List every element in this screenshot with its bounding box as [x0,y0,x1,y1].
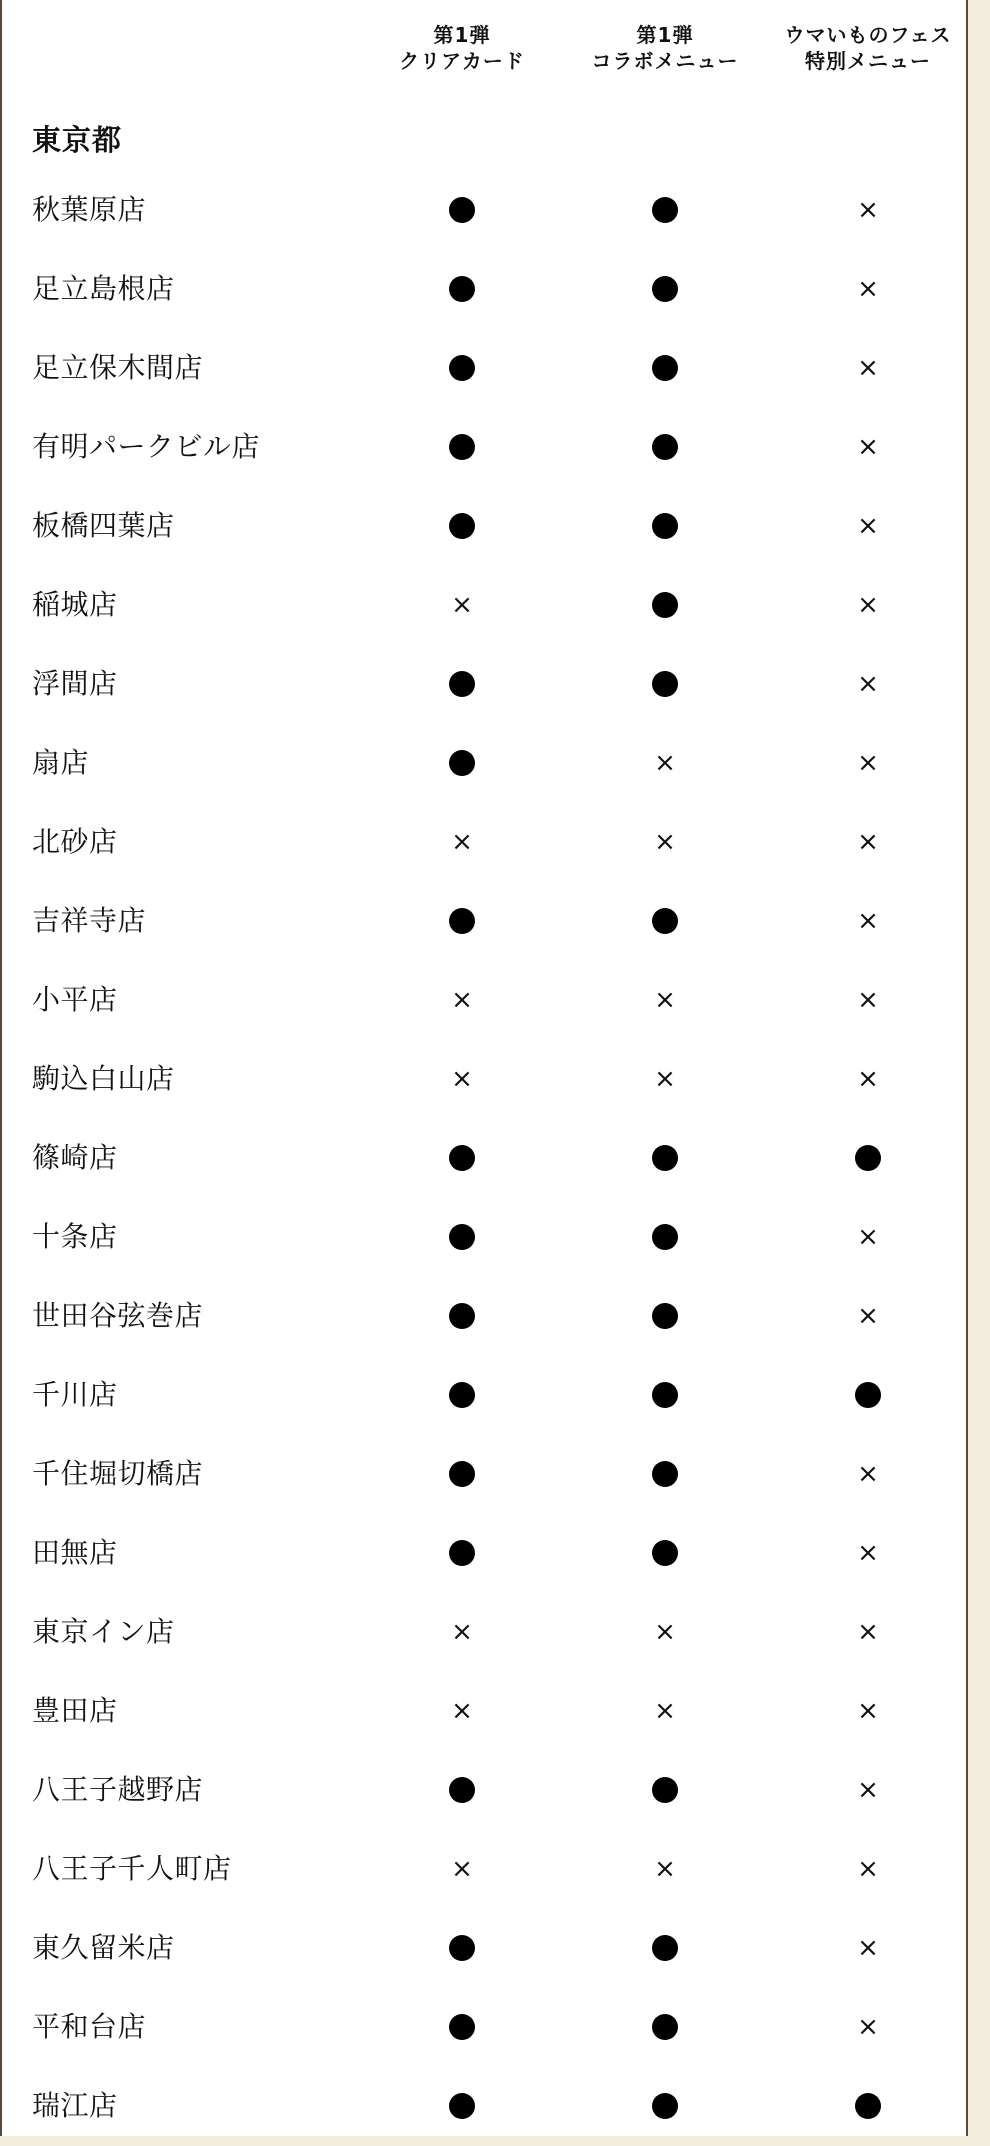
available-dot-icon [432,748,492,778]
unavailable-cross-icon [838,1696,898,1726]
cross-mark-icon: × [451,985,473,1015]
unavailable-cross-icon [838,195,898,225]
column-header-line1: 第1弾 [636,23,694,47]
unavailable-cross-icon [838,1222,898,1252]
filled-circle-icon [652,2093,678,2119]
cross-mark-icon: × [451,590,473,620]
column-header-line2: クリアカード [399,49,525,73]
column-header-clear-card [362,22,562,74]
store-table-body [2,171,966,2146]
table-row [2,1672,966,1751]
available-dot-icon [838,1143,898,1173]
available-dot-icon [635,432,695,462]
cross-mark-icon: × [857,827,879,857]
cross-mark-icon: × [857,1301,879,1331]
available-dot-icon [432,1459,492,1489]
cross-mark-icon: × [857,748,879,778]
table-row [2,803,966,882]
table-row [2,645,966,724]
table-row [2,566,966,645]
filled-circle-icon [652,908,678,934]
store-name: 平和台店 [32,2010,147,2043]
store-name: 足立保木間店 [32,351,204,384]
available-dot-icon [635,1301,695,1331]
available-dot-icon [635,2091,695,2121]
available-dot-icon [635,669,695,699]
store-name: 八王子千人町店 [32,1852,232,1885]
filled-circle-icon [652,1303,678,1329]
store-name: 豊田店 [32,1694,118,1727]
filled-circle-icon [449,671,475,697]
unavailable-cross-icon [432,1617,492,1647]
filled-circle-icon [652,1382,678,1408]
unavailable-cross-icon [838,669,898,699]
available-dot-icon [432,1143,492,1173]
available-dot-icon [432,2091,492,2121]
table-header [2,0,966,100]
filled-circle-icon [449,1224,475,1250]
cross-mark-icon: × [857,906,879,936]
filled-circle-icon [652,1224,678,1250]
filled-circle-icon [855,2093,881,2119]
cross-mark-icon: × [857,1617,879,1647]
available-dot-icon [432,195,492,225]
available-dot-icon [635,1459,695,1489]
store-name: 世田谷弦巻店 [32,1299,204,1332]
store-name: 有明パークビル店 [32,430,261,463]
filled-circle-icon [449,1777,475,1803]
unavailable-cross-icon [838,1933,898,1963]
available-dot-icon [432,2012,492,2042]
unavailable-cross-icon [838,590,898,620]
filled-circle-icon [449,355,475,381]
cross-mark-icon: × [857,985,879,1015]
unavailable-cross-icon [838,1301,898,1331]
table-row [2,961,966,1040]
available-dot-icon [635,1380,695,1410]
available-dot-icon [635,195,695,225]
table-row [2,1593,966,1672]
store-name: 北砂店 [32,825,118,858]
cross-mark-icon: × [857,511,879,541]
filled-circle-icon [652,513,678,539]
unavailable-cross-icon [432,1854,492,1884]
cross-mark-icon: × [857,1696,879,1726]
filled-circle-icon [855,1145,881,1171]
column-header-fes-menu [768,22,968,74]
unavailable-cross-icon [635,1617,695,1647]
available-dot-icon [432,1538,492,1568]
unavailable-cross-icon [838,1064,898,1094]
store-name: 千住堀切橋店 [32,1457,204,1490]
table-row [2,1277,966,1356]
table-row [2,2067,966,2146]
available-dot-icon [432,1933,492,1963]
cross-mark-icon: × [451,1617,473,1647]
available-dot-icon [432,1222,492,1252]
cross-mark-icon: × [654,1617,676,1647]
table-row [2,408,966,487]
table-row [2,487,966,566]
cross-mark-icon: × [857,195,879,225]
table-row [2,1988,966,2067]
filled-circle-icon [652,671,678,697]
available-dot-icon [635,511,695,541]
table-row [2,1040,966,1119]
available-dot-icon [432,511,492,541]
table-row [2,882,966,961]
unavailable-cross-icon [635,1854,695,1884]
available-dot-icon [432,1775,492,1805]
available-dot-icon [635,1222,695,1252]
available-dot-icon [432,353,492,383]
filled-circle-icon [449,513,475,539]
unavailable-cross-icon [838,1854,898,1884]
available-dot-icon [635,274,695,304]
unavailable-cross-icon [838,1775,898,1805]
section-title-tokyo: 東京都 [32,123,123,157]
filled-circle-icon [652,434,678,460]
table-row [2,171,966,250]
filled-circle-icon [449,1461,475,1487]
unavailable-cross-icon [838,2012,898,2042]
store-name: 東久留米店 [32,1931,175,1964]
table-row [2,1435,966,1514]
store-name: 瑞江店 [32,2089,118,2122]
store-name: 駒込白山店 [32,1062,175,1095]
unavailable-cross-icon [432,827,492,857]
store-name: 田無店 [32,1536,118,1569]
filled-circle-icon [449,434,475,460]
cross-mark-icon: × [857,2012,879,2042]
available-dot-icon [432,669,492,699]
unavailable-cross-icon [432,1064,492,1094]
cross-mark-icon: × [654,1696,676,1726]
filled-circle-icon [449,750,475,776]
available-dot-icon [432,1301,492,1331]
available-dot-icon [635,2012,695,2042]
unavailable-cross-icon [838,511,898,541]
filled-circle-icon [449,1145,475,1171]
filled-circle-icon [652,592,678,618]
filled-circle-icon [449,2093,475,2119]
table-row [2,1119,966,1198]
column-header-collab-menu [565,22,765,74]
available-dot-icon [635,353,695,383]
cross-mark-icon: × [857,1064,879,1094]
store-name: 小平店 [32,983,118,1016]
table-row [2,1198,966,1277]
cross-mark-icon: × [857,274,879,304]
cross-mark-icon: × [654,985,676,1015]
table-row [2,1514,966,1593]
store-name: 十条店 [32,1220,118,1253]
available-dot-icon [635,906,695,936]
store-name: 篠崎店 [32,1141,118,1174]
cross-mark-icon: × [654,1854,676,1884]
unavailable-cross-icon [838,353,898,383]
cross-mark-icon: × [857,590,879,620]
store-name: 板橋四葉店 [32,509,175,542]
cross-mark-icon: × [857,1222,879,1252]
table-row [2,1830,966,1909]
store-name: 浮間店 [32,667,118,700]
cross-mark-icon: × [857,1538,879,1568]
available-dot-icon [432,432,492,462]
cross-mark-icon: × [857,669,879,699]
store-name: 扇店 [32,746,90,779]
unavailable-cross-icon [432,985,492,1015]
available-dot-icon [635,590,695,620]
column-header-line2: コラボメニュー [591,49,739,73]
table-row [2,329,966,408]
unavailable-cross-icon [838,274,898,304]
unavailable-cross-icon [838,1459,898,1489]
available-dot-icon [432,906,492,936]
unavailable-cross-icon [838,906,898,936]
store-name: 足立島根店 [32,272,175,305]
store-name: 東京イン店 [32,1615,175,1648]
table-row [2,1356,966,1435]
available-dot-icon [838,1380,898,1410]
filled-circle-icon [652,1935,678,1961]
table-row [2,724,966,803]
table-row [2,1909,966,1988]
available-dot-icon [635,1538,695,1568]
cross-mark-icon: × [451,827,473,857]
store-name: 秋葉原店 [32,193,147,226]
column-header-line2: 特別メニュー [805,49,931,73]
unavailable-cross-icon [838,1538,898,1568]
unavailable-cross-icon [635,748,695,778]
table-row [2,1751,966,1830]
filled-circle-icon [652,197,678,223]
available-dot-icon [635,1775,695,1805]
cross-mark-icon: × [857,1854,879,1884]
filled-circle-icon [855,1382,881,1408]
cross-mark-icon: × [654,1064,676,1094]
available-dot-icon [432,1380,492,1410]
filled-circle-icon [449,1540,475,1566]
available-dot-icon [432,274,492,304]
store-name: 稲城店 [32,588,118,621]
unavailable-cross-icon [838,432,898,462]
cross-mark-icon: × [857,432,879,462]
cross-mark-icon: × [654,748,676,778]
unavailable-cross-icon [432,1696,492,1726]
cross-mark-icon: × [857,353,879,383]
filled-circle-icon [652,1777,678,1803]
available-dot-icon [838,2091,898,2121]
filled-circle-icon [449,276,475,302]
filled-circle-icon [449,197,475,223]
cross-mark-icon: × [857,1459,879,1489]
cross-mark-icon: × [451,1064,473,1094]
store-name: 千川店 [32,1378,118,1411]
unavailable-cross-icon [432,590,492,620]
filled-circle-icon [449,1303,475,1329]
store-name: 吉祥寺店 [32,904,147,937]
filled-circle-icon [652,2014,678,2040]
filled-circle-icon [449,2014,475,2040]
unavailable-cross-icon [838,985,898,1015]
filled-circle-icon [652,276,678,302]
cross-mark-icon: × [857,1933,879,1963]
table-row [2,250,966,329]
cross-mark-icon: × [857,1775,879,1805]
unavailable-cross-icon [838,1617,898,1647]
filled-circle-icon [652,1145,678,1171]
column-header-line1: ウマいものフェス [784,23,952,47]
unavailable-cross-icon [635,1064,695,1094]
cross-mark-icon: × [654,827,676,857]
unavailable-cross-icon [635,827,695,857]
unavailable-cross-icon [635,1696,695,1726]
available-dot-icon [635,1933,695,1963]
column-header-line1: 第1弾 [433,23,491,47]
available-dot-icon [635,1143,695,1173]
store-name: 八王子越野店 [32,1773,204,1806]
cross-mark-icon: × [451,1696,473,1726]
filled-circle-icon [449,908,475,934]
filled-circle-icon [652,355,678,381]
filled-circle-icon [449,1935,475,1961]
unavailable-cross-icon [838,748,898,778]
cross-mark-icon: × [451,1854,473,1884]
filled-circle-icon [652,1461,678,1487]
filled-circle-icon [449,1382,475,1408]
unavailable-cross-icon [635,985,695,1015]
unavailable-cross-icon [838,827,898,857]
filled-circle-icon [652,1540,678,1566]
